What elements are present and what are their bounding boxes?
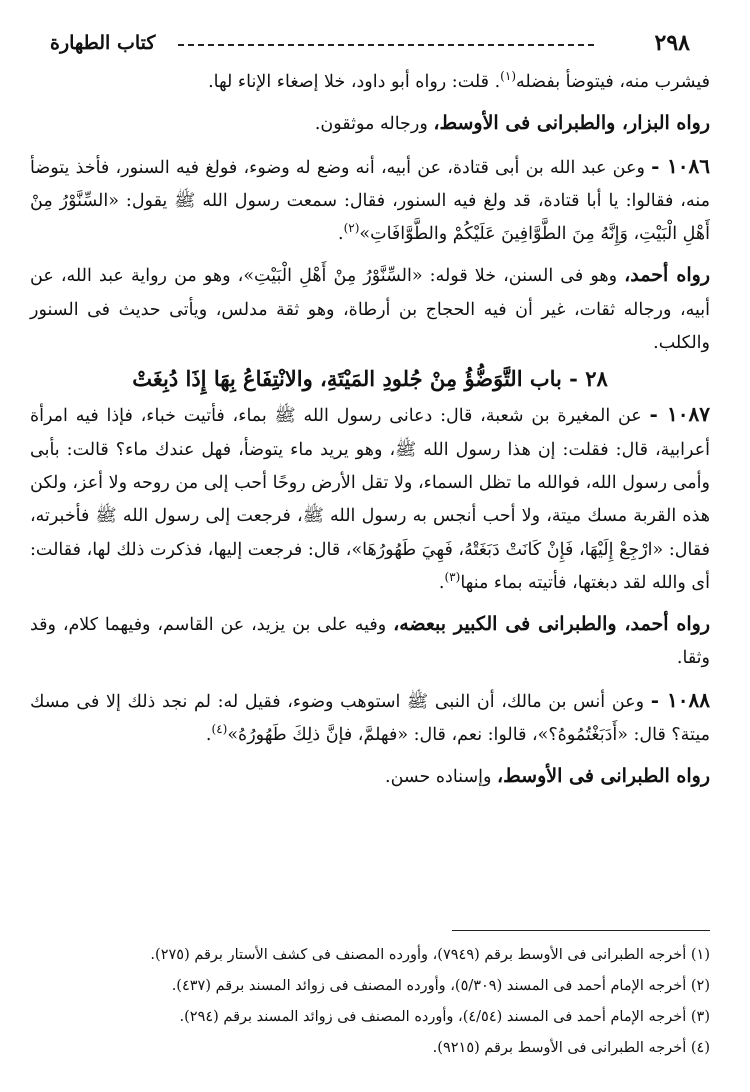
hadith-number: ١٠٨٧ - — [649, 402, 710, 427]
hadith-1087 — [30, 398, 710, 600]
hadith-text: وعن أنس بن مالك، أن النبى ﷺ استوهب وضوء، فقيل له: لم نجد ذلك إلا فى مسك ميتة؟ قال: «أَدَبَغْتُمُوهُ؟»، قالوا: نعم، قال: «فهلمَّ، فإنَّ ذلِكَ طَهُورُهُ» — [30, 691, 710, 746]
chapter-heading: ٢٨ - باب التَّوَضُّؤُ مِنْ جُلودِ المَيْتَةِ، والانْتِفَاعُ بِهَا إِذَا دُبِغَتْ — [132, 366, 608, 392]
text: وفيه على بن يزيد، عن القاسم، وفيهما كلام، وقد وثقا. — [30, 615, 710, 669]
narration-note — [30, 608, 710, 676]
footnote-divider — [452, 930, 710, 931]
text: . — [438, 572, 445, 593]
page-header — [50, 30, 690, 60]
footnote-1: (١) أخرجه الطبرانى فى الأوسط برقم (٧٩٤٩)، وأورده المصنف فى كشف الأستار برقم (٢٧٥). — [150, 947, 710, 963]
paragraph-continuation — [30, 66, 710, 99]
hadith-1086 — [30, 150, 710, 252]
running-title: كتاب الطهارة — [50, 32, 156, 54]
narrators: رواه الطبرانى فى الأوسط، — [497, 765, 710, 788]
main-text — [30, 66, 710, 795]
hadith-number: ١٠٨٦ - — [651, 153, 710, 178]
text: وهو فى السنن، خلا قوله: «السِّنَّوْرُ مِنْ أَهْلِ الْبَيْتِ»، وهو من رواية عبد الله، عن أبيه، ورجاله ثقات، غير أن فيه الحجاج بن أرطاة، وهو ثقة مدلس، ويأتى حديث فى السنور والكلب. — [30, 266, 710, 354]
footnote-3: (٣) أخرجه الإمام أحمد فى المسند (٤/٥٤)، وأورده المصنف فى زوائد المسند برقم (٢٩٤). — [179, 1009, 710, 1025]
hadith-text: وعن عبد الله بن أبى قتادة، عن أبيه، أنه وضع له وضوء، فولغ فيه السنور، فأخذ يتوضأ منه، فقالوا: يا أبا قتادة، قد ولغ فيه السنور، فقال: سمعت رسول الله ﷺ يقول: «السِّنَّوْرُ مِنْ أَهْلِ الْبَيْتِ، وَإِنَّهُ مِنَ الطَّوَّافِينَ عَلَيْكُمْ والطَّوَّافَاتِ» — [30, 157, 710, 245]
narration-note — [30, 259, 710, 360]
header-dashed-rule — [178, 44, 594, 46]
footnote-marker: (١) — [500, 69, 516, 84]
footnote-4: (٤) أخرجه الطبرانى فى الأوسط برقم (٩٢١٥). — [432, 1040, 710, 1056]
footnote-marker: (٤) — [211, 722, 228, 737]
footnote-marker: (٣) — [444, 570, 461, 585]
narrators: رواه البزار، والطبرانى فى الأوسط، — [433, 112, 710, 135]
narration-note — [30, 107, 710, 141]
text: . — [337, 224, 344, 245]
text: . — [205, 725, 212, 746]
narrators: رواه أحمد، والطبرانى فى الكبير ببعضه، — [393, 613, 710, 636]
footnote-marker: (٢) — [343, 221, 360, 236]
footnote-2: (٢) أخرجه الإمام أحمد فى المسند (٥/٣٠٩)، وأورده المصنف فى زوائد المسند برقم (٤٣٧). — [171, 978, 710, 994]
text: ورجاله موثقون. — [314, 114, 434, 135]
hadith-number: ١٠٨٨ - — [650, 687, 711, 712]
text: . قلت: رواه أبو داود، خلا إصغاء الإناء لها. — [208, 72, 501, 92]
footnotes — [30, 940, 710, 1064]
narrators: رواه أحمد، — [624, 264, 710, 287]
hadith-text: عن المغيرة بن شعبة، قال: دعانى رسول الله ﷺ بماء، فأتيت خباء، فإذا فيه امرأة أعرابية، قال: فقلت: إن هذا رسول الله ﷺ، وهو يريد ماء يتوضأ، فهل عندك ماء؟ قالت: بأبى وأمى رسول الله، فوالله ما تظل السماء، ولا تقل الأرض روحًا أحب إلى من روحه ولا أعز، ولكن هذه القربة مسك ميتة، ولا أحب أنجس به رسول الله ﷺ، فرجعت إلى رسول الله ﷺ فأخبرته، فقال: «ارْجِعْ إِلَيْهَا، فَإِنْ كَانَتْ دَبَغَتْهُ، فَهِيَ طَهُورُهَا»، قال: فرجعت إليها، فذكرت ذلك لها، فقالت: أى والله لقد دبغتها، فأتيته بماء منها — [30, 406, 710, 593]
text: وإسناده حسن. — [385, 767, 497, 788]
hadith-1088 — [30, 684, 710, 753]
narration-note — [30, 760, 710, 794]
text: فيشرب منه، فيتوضأ بفضله — [516, 72, 710, 92]
page-number: ٢٩٨ — [654, 30, 690, 56]
